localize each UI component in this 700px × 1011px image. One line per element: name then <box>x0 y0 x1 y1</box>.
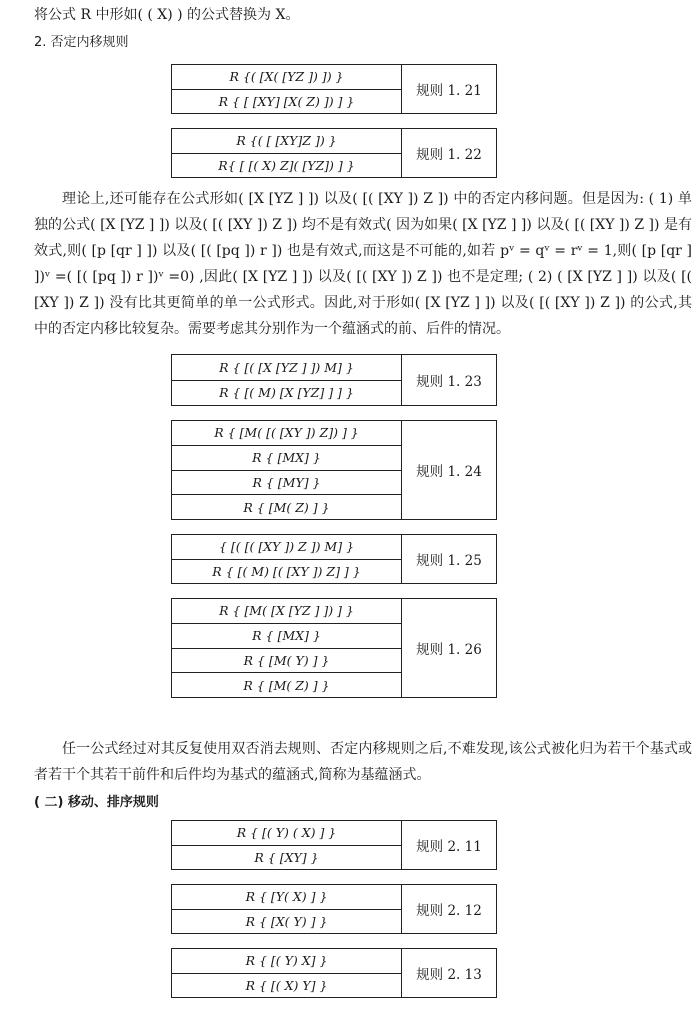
section-heading-move-sort: ( 二) 移动、排序规则 <box>34 795 159 810</box>
formula-row: R { [M( Z) ] } <box>172 494 401 519</box>
paragraph-theory: 理论上,还可能存在公式形如( [X [YZ ] ]) 以及( [( [XY ]) Z ]) 中的否定内移问题。但是因为: ( 1) 单独的公式( [X [YZ ] ]) 以及( [( [XY ]) Z ]) 均不是有效式( 因为如果( [X [YZ ] ]) 以及( [( [XY ]) Z ]) 是有效式,则( [p [qr ] ]) 以及( [( [pq ]) r ]) 也是有效式,而这是不可能的,如若 pᵛ = qᵛ = rᵛ = 1,则( [p [qr ] ])ᵛ =( [( [pq ]) r ])ᵛ =0) ,因此( [X [YZ ] ]) 以及( [( [XY ]) Z ]) 也不是定理; ( 2) ( [X [YZ ] ]) 以及( [( [XY ]) Z ]) 没有比其更简单的单一公式形式。因此,对于形如( [X [YZ ] ]) 以及( [( [XY ]) Z ]) 的公式,其中的否定内移比较复杂。需要考虑其分别作为一个蕴涵式的前、后件的情况。 <box>34 191 692 337</box>
rule-formulas <box>172 885 402 933</box>
formula-row: R { [( M) [( [XY ]) Z] ] } <box>172 559 401 584</box>
rule-name: 规则 1. 25 <box>416 553 482 569</box>
rule-name: 规则 1. 21 <box>416 83 482 99</box>
rule-table <box>171 128 497 178</box>
rule-table <box>171 884 497 934</box>
formula-row: R{ [ [( X) Z]( [YZ]) ] } <box>172 153 401 178</box>
intro-line: 将公式 R 中形如( ( X) ) 的公式替换为 X。 <box>34 7 300 23</box>
rule-table <box>171 820 497 870</box>
formula-row: R { [XY] } <box>172 845 401 870</box>
rule-table <box>171 420 497 520</box>
rule-name: 规则 1. 23 <box>416 374 482 390</box>
rule-name: 规则 1. 22 <box>416 147 482 163</box>
rule-name: 规则 2. 12 <box>416 903 482 919</box>
formula-row: R { [M( Y) ] } <box>172 648 401 673</box>
rule-formulas <box>172 421 402 519</box>
section-heading-negation-inward: 2. 否定内移规则 <box>34 35 129 50</box>
formula-row: R { [( Y) X] } <box>245 953 328 969</box>
rule-formulas <box>172 535 402 583</box>
formula-row: R { [( X) Y] } <box>172 973 401 998</box>
rule-table <box>171 354 497 406</box>
formula-row: R { [ [XY] [X( Z) ]) ] } <box>172 89 401 114</box>
formula-row: R { [( M) [X [YZ] ] ] } <box>172 380 401 406</box>
rule-table <box>171 948 497 998</box>
rule-name: 规则 2. 13 <box>416 967 482 983</box>
rule-table <box>171 598 497 698</box>
rule-formulas <box>172 355 402 405</box>
rule-formulas <box>172 129 402 177</box>
rule-name: 规则 1. 24 <box>416 464 482 480</box>
rule-formulas <box>172 65 402 113</box>
formula-row: R { [( Y) ( X) ] } <box>236 825 337 841</box>
formula-row: R { [M( [X [YZ ] ]) ] } <box>219 603 354 619</box>
formula-row: R { [MY] } <box>172 470 401 495</box>
rule-table <box>171 64 497 114</box>
formula-row: R { [M( [( [XY ]) Z]) ] } <box>214 425 359 441</box>
rule-name: 规则 2. 11 <box>416 839 482 855</box>
rule-formulas <box>172 949 402 997</box>
formula-row: R { [Y( X) ] } <box>245 889 328 905</box>
rule-formulas <box>172 821 402 869</box>
formula-row: R { [X( Y) ] } <box>172 909 401 934</box>
formula-row: { [( [( [XY ]) Z ]) M] } <box>218 539 355 555</box>
rule-name: 规则 1. 26 <box>416 642 482 658</box>
paragraph-basic-implication: 任一公式经过对其反复使用双否消去规则、否定内移规则之后,不难发现,该公式被化归为若干个基式或者若干个其若干前件和后件均为基式的蕴涵式,简称为基蕴涵式。 <box>34 741 692 783</box>
rule-formulas <box>172 599 402 697</box>
formula-row: R {( [X( [YZ ]) ]) } <box>229 69 344 85</box>
formula-row: R {( [ [XY]Z ]) } <box>236 133 337 149</box>
formula-row: R { [MX] } <box>172 445 401 470</box>
formula-row: R { [MX] } <box>172 623 401 648</box>
rule-table <box>171 534 497 584</box>
formula-row: R { [M( Z) ] } <box>172 672 401 697</box>
formula-row: R { [( [X [YZ ] ]) M] } <box>219 359 354 375</box>
